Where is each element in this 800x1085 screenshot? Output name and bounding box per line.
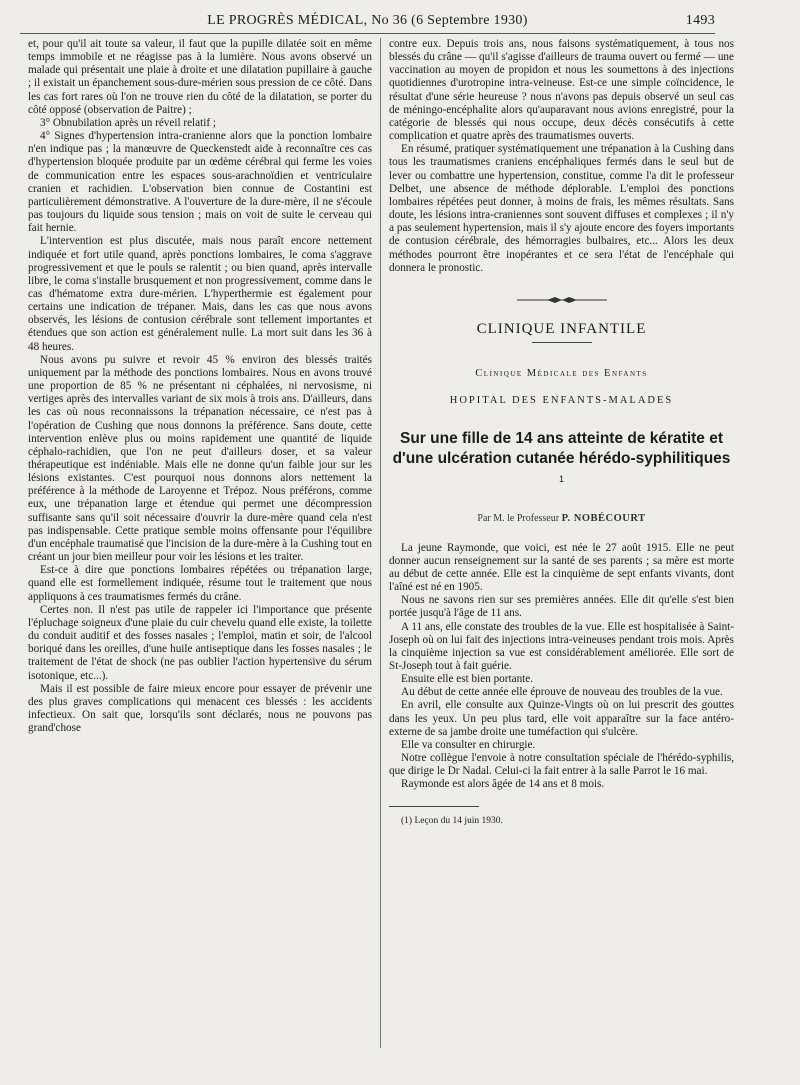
paragraph: En résumé, pratiquer systématiquement une trépanation à la Cushing dans tous les traumatismes craniens encéphaliques fermés dans le seul but de lever ou combattre une hypertension, constitue, comme l'a dit le professeur Delbet, une absence de méthode déplorable. L'emploi des ponctions lombaires répétées peut donner, à moins de frais, les mêmes résultats. Sans doute, les lésions intra-craniennes sont souvent diffuses et complexes ; il n'y a pas seulement hypertension, mais il s'y ajoute encore des foyers importants de contusion cérébrale, des hémorragies bulbaires, etc... Alors les deux méthodes pourront être inopérantes et ce sera l'état de l'encéphale qui donnera le pronostic. [389, 143, 734, 274]
paragraph: 3° Obnubilation après un réveil relatif ; [40, 116, 216, 129]
journal-title: LE PROGRÈS MÉDICAL, No 36 (6 Septembre 1930) [207, 13, 528, 28]
clinic-name: Clinique Médicale des Enfants [475, 367, 648, 379]
author-line [389, 512, 734, 525]
author-prefix: Par M. le Professeur [477, 513, 560, 525]
paragraph: Certes non. Il n'est pas utile de rappeler ici l'importance que présente l'épluchage soigneux d'une plaie du cuir chevelu quand elle existe, la toilette du conduit auditif et des fosses nasales ; l'emploi, matin et soir, de l'alcool boriqué dans les oreilles, d'une huile antiseptique dans les fosses nasales ; le traitement de l'état de shock (ne pas oublier l'action hypertensive du sérum isotonique, etc...). [28, 603, 372, 682]
hospital-name: HOPITAL DES ENFANTS-MALADES [449, 395, 674, 407]
page-number: 1493 [685, 13, 715, 28]
running-header [20, 13, 715, 33]
footnote: (1) Leçon du 14 juin 1930. [401, 815, 503, 826]
author-name: P. NOBÉCOURT [561, 513, 646, 525]
footnote-rule [389, 806, 479, 807]
article-title-text: Sur une fille de 14 ans atteinte de kératite et d'une ulcération cutanée hérédo-syphilitiques [392, 430, 731, 468]
article-title [389, 429, 734, 494]
paragraph: A 11 ans, elle constate des troubles de la vue. Elle est hospitalisée à Saint-Joseph où on lui fait des injections intra-veineuses pendant trois mois. Après la cinquième injection sa vue est considérablement améliorée. Elle sort de St-Joseph tout à fait guérie. [389, 620, 734, 672]
paragraph: Raymonde est alors âgée de 14 ans et 8 mois. [401, 778, 605, 791]
paragraph: Est-ce à dire que ponctions lombaires répétées ou trépanation large, quand elle est formellement indiquée, résume tout le traitement que nous appliquons à ces traumatismes fermés du crâne. [28, 564, 372, 603]
footnote-mark: 1 [558, 474, 564, 485]
paragraph: La jeune Raymonde, que voici, est née le 27 août 1915. Elle ne peut donner aucun renseignement sur la santé de ses parents ; sa mère est morte au début de cette année. Elle est la cinquième de sept enfants vivants, dont l'aîné est né en 1905. [389, 541, 734, 594]
right-column [389, 38, 734, 828]
paragraph: Elle va consulter en chirurgie. [401, 738, 536, 751]
ornament-divider [389, 295, 734, 305]
section-title: CLINIQUE INFANTILE [476, 320, 647, 337]
paragraph: Ensuite elle est bien portante. [401, 673, 534, 686]
section-rule [532, 342, 592, 343]
paragraph: 4° Signes d'hypertension intra-cranienne alors que la ponction lombaire n'en indique pas ; la manœuvre de Queckenstedt aide à reconnaître ces cas d'hypertension bloquée produite par un œdème cérébral qui ferme les voies de communication entre les espaces sous-arachnoïdien et ventriculaire cranien et rachidien. L'observation bien connue de Costantini est particulièrement démonstrative. A l'ouverture de la dure-mère, il ne s'écoule pas toujours du liquide sous tension ; mais on voit de suite le cerveau qui fait hernie. [28, 130, 372, 235]
paragraph: Notre collègue l'envoie à notre consultation spéciale de l'hérédo-syphilis, que dirige le Dr Nadal. Celui-ci la fait entrer à la salle Parrot le 16 mai. [389, 752, 734, 778]
paragraph: contre eux. Depuis trois ans, nous faisons systématiquement, à tous nos blessés du crâne — qu'il s'agisse d'ailleurs de trauma ouvert ou fermé — une vaccination au moyen de propidon et nous les soumettons à des injections quotidiennes d'urotropine intra-veineuse. Est-ce une simple coïncidence, le résultat d'une série heureuse ? nous n'avons pas depuis observé un seul cas de méningo-encéphalite alors qu'auparavant nous avions enregistré, pour la catégorie de blessés qui nous occupe, deux décès consécutifs à cette complication et quatre après des traumatismes ouverts. [389, 38, 734, 143]
left-column [28, 38, 372, 735]
paragraph: Nous avons pu suivre et revoir 45 % environ des blessés traités uniquement par la méthode des ponctions lombaires. Nous en avons trouvé une proportion de 85 % ne présentant ni céphalées, ni nervosisme, ni vertiges après des intervalles variant de six mois à trois ans. D'ailleurs, dans les cas où nous reconnaissons la trépanation nécessaire, ce n'est pas à l'opération de Cushing que nous donnons la préférence. Sans doute, cette intervention enlève plus ou moins rapidement une quantité de liquide céphalo-rachidien, que l'on ne peut d'ailleurs doser, et sa valeur thérapeutique est indéniable. Mais elle ne donne qu'un faible jour sur les lésions existantes. C'est pourquoi nous donnons alors nettement la préférence à la méthode de Laroyenne et Trépoz. Nous préférons, comme eux, une trépanation large et étendue qui permet une décompression suffisante sans qu'il soit nécessaire d'ouvrir la dure-mère quand cela n'est pas indispensable. Cette pratique semble moins offensante pour l'équilibre d'un encéphale traumatisé que l'incision de la dure-mère à la Cushing tout en créant un jour bien meilleur pour voir les lésions et les traiter. [28, 353, 372, 564]
paragraph: Nous ne savons rien sur ses premières années. Elle dit qu'elle s'est bien portée jusqu'à l'âge de 11 ans. [389, 594, 734, 620]
paragraph: et, pour qu'il ait toute sa valeur, il faut que la pupille dilatée soit en même temps immobile et ne réagisse pas à la lumière. Nous avons observé un malade qui présentait une plaie à droite et une dilatation pupillaire à gauche ; il existait un épanchement sous-dure-mérien sous pression de ce côté. Dans les cas fort rares où l'on ne trouve rien du côté de la dilatation, se porter du côté opposé (observation de Paitre) ; [28, 38, 372, 116]
column-divider [380, 38, 381, 1048]
paragraph: L'intervention est plus discutée, mais nous paraît encore nettement indiquée et fort utile quand, après ponctions lombaires, le coma s'aggrave progressivement et que le pouls se ralentit ; ou bien quand, après intervalle libre, le coma s'installe brusquement et non progressivement, comme dans le cas d'hématome extra dure-mérien. L'hyperthermie est également pour certains une indication de trépaner. Mais, dans les cas que nous avons observés, les lésions de contusion cérébrale sont tellement importantes et étendues que son action est généralement nulle. La mort suit dans les 36 à 48 heures. [28, 235, 372, 353]
header-rule [20, 33, 715, 34]
paragraph: En avril, elle consulte aux Quinze-Vingts où on lui prescrit des gouttes dans les yeux. Un peu plus tard, elle voit apparaître sur la face antéro-externe de sa jambe droite une tuméfaction qui s'ulcère. [389, 699, 734, 738]
paragraph: Au début de cette année elle éprouve de nouveau des troubles de la vue. [401, 686, 723, 699]
paragraph: Mais il est possible de faire mieux encore pour essayer de prévenir une des plus graves complications qui menacent ces blessés : les accidents infectieux. On sait que, lorsqu'ils sont déclarés, nous ne pouvons pas grand'chose [28, 682, 372, 735]
